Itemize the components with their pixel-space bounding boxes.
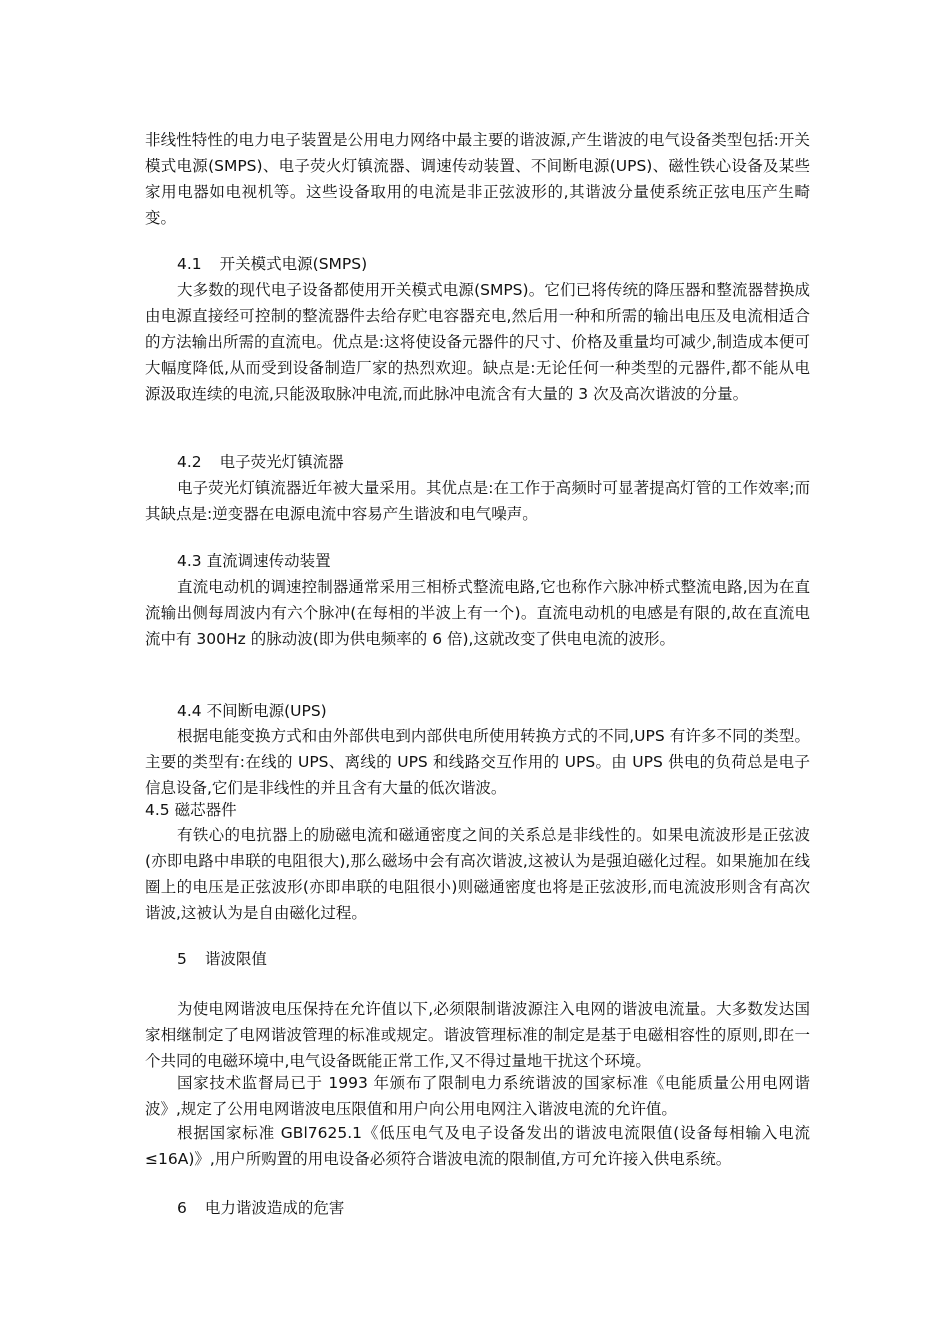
section-6-heading bbox=[177, 1195, 344, 1221]
section-4-1-body: 大多数的现代电子设备都使用开关模式电源(SMPS)。它们已将传统的降压器和整流器替换成由电源直接经可控制的整流器件去给存贮电容器充电,然后用一种和所需的输出电压及电流相适合的方法输出所需的直流电。优点是:这将使设备元器件的尺寸、价格及重量均可减少,制造成本便可大幅度降低,从而受到设备制造厂家的热烈欢迎。缺点是:无论任何一种类型的元器件,都不能从电源汲取连续的电流,只能汲取脉冲电流,而此脉冲电流含有大量的 3 次及高次谐波的分量。 bbox=[145, 281, 810, 403]
section-5-paragraph-2: 国家技术监督局已于 1993 年颁布了限制电力系统谐波的国家标准《电能质量公用电网谐波》,规定了公用电网谐波电压限值和用户向公用电网注入谐波电流的允许值。 bbox=[145, 1074, 810, 1118]
section-title: 电子荧光灯镇流器 bbox=[219, 453, 344, 471]
section-number: 4.2 bbox=[177, 453, 202, 471]
section-4-5-body: 有铁心的电抗器上的励磁电流和磁通密度之间的关系总是非线性的。如果电流波形是正弦波(亦即电路中串联的电阻很大),那么磁场中会有高次谐波,这被认为是强迫磁化过程。如果施加在线圈上的电压是正弦波形(亦即串联的电阻很小)则磁通密度也将是正弦波形,而电流波形则含有高次谐波,这被认为是自由磁化过程。 bbox=[145, 826, 810, 922]
section-title: 电力谐波造成的危害 bbox=[204, 1199, 345, 1217]
intro-paragraph: 非线性特性的电力电子装置是公用电力网络中最主要的谐波源,产生谐波的电气设备类型包括:开关模式电源(SMPS)、电子荧火灯镇流器、调速传动装置、不间断电源(UPS)、磁性铁心设备及某些家用电器如电视机等。这些设备取用的电流是非正弦波形的,其谐波分量使系统正弦电压产生畸变。 bbox=[145, 131, 810, 227]
section-number: 6 bbox=[177, 1199, 187, 1217]
section-4-2-heading bbox=[177, 449, 344, 475]
section-5-paragraph-1: 为使电网谐波电压保持在允许值以下,必须限制谐波源注入电网的谐波电流量。大多数发达国家相继制定了电网谐波管理的标准或规定。谐波管理标准的制定是基于电磁相容性的原则,即在一个共同的电磁环境中,电气设备既能正常工作,又不得过量地干扰这个环境。 bbox=[145, 1000, 810, 1070]
section-4-2-body: 电子荧光灯镇流器近年被大量采用。其优点是:在工作于高频时可显著提高灯管的工作效率;而其缺点是:逆变器在电源电流中容易产生谐波和电气噪声。 bbox=[145, 479, 810, 523]
section-5-heading bbox=[177, 946, 267, 972]
section-number: 4.1 bbox=[177, 255, 202, 273]
section-4-3-body: 直流电动机的调速控制器通常采用三相桥式整流电路,它也称作六脉冲桥式整流电路,因为在直流输出侧每周波内有六个脉冲(在每相的半波上有一个)。直流电动机的电感是有限的,故在直流电流中有 300Hz 的脉动波(即为供电频率的 6 倍),这就改变了供电电流的波形。 bbox=[145, 578, 810, 648]
section-title: 谐波限值 bbox=[204, 950, 267, 968]
section-4-3-heading: 4.3 直流调速传动装置 bbox=[177, 552, 331, 570]
section-number: 5 bbox=[177, 950, 187, 968]
section-4-4-body: 根据电能变换方式和由外部供电到内部供电所使用转换方式的不同,UPS 有许多不同的类型。主要的类型有:在线的 UPS、离线的 UPS 和线路交互作用的 UPS。由 UPS 供电的负荷总是电子信息设备,它们是非线性的并且含有大量的低次谐波。 bbox=[145, 727, 810, 797]
section-title: 开关模式电源(SMPS) bbox=[219, 255, 368, 273]
section-4-5-heading: 4.5 磁芯器件 bbox=[145, 801, 237, 819]
section-4-4-heading: 4.4 不间断电源(UPS) bbox=[177, 702, 327, 720]
section-4-1-heading bbox=[177, 251, 367, 277]
section-5-paragraph-3: 根据国家标准 GBl7625.1《低压电气及电子设备发出的谐波电流限值(设备每相输入电流≤16A)》,用户所购置的用电设备必须符合谐波电流的限制值,方可允许接入供电系统。 bbox=[145, 1124, 810, 1168]
